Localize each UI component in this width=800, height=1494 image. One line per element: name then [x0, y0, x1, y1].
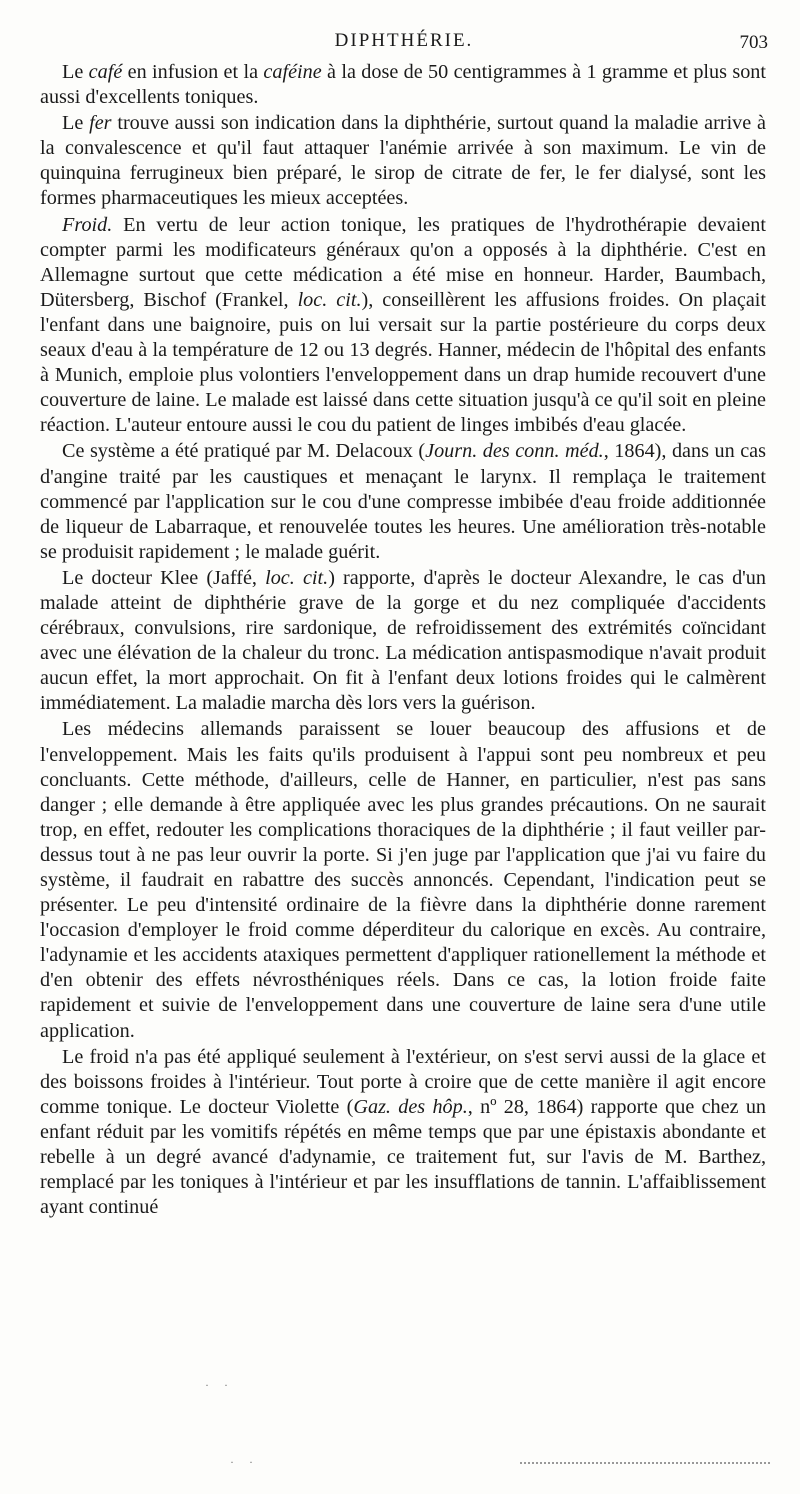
- paragraph: [40, 213, 766, 439]
- paragraph: [40, 439, 766, 564]
- paragraph: [40, 60, 766, 110]
- text-run: à la dose de 50 centigrammes à 1 gramme et plus sont aussi d'excellents toniques.: [40, 61, 766, 109]
- italic-run: café: [88, 61, 123, 83]
- paragraph: [40, 717, 766, 1043]
- text-run: En vertu de leur action tonique, les pratiques de l'hydrothérapie devaient compter parmi les modificateurs généraux qu'on a opposés à la diphthérie. C'est en Allemagne surtout que cette médication a été mise en honneur. Harder, Baumbach, Dütersberg, Bischof (Frankel,: [40, 213, 766, 311]
- text-run: trouve aussi son indication dans la diphthérie, surtout quand la maladie arrive à la convalescence et qu'il faut attaquer l'anémie arrivée à son maximum. Le vin de quinquina ferrugineux bien préparé, le sirop de citrate de fer, le fer dialysé, sont les formes pharmaceutiques les mieux acceptées.: [40, 112, 766, 210]
- text-run: , nº 28, 1864) rapporte que chez un enfant réduit par les vomitifs répétés en même temps que par une épistaxis abondante et rebelle à un degré avancé d'adynamie, ce traitement fut, sur l'avis de M. Barthez, remplacé par les toniques à l'intérieur et par les insufflations de tannin. L'affaiblissement ayant continué: [40, 1095, 767, 1219]
- print-specks: · ·: [205, 1378, 234, 1392]
- paragraph: [40, 111, 766, 211]
- italic-run: Gaz. des hôp.: [353, 1095, 468, 1118]
- text-run: ), conseillèrent les affusions froides. On plaçait l'enfant dans une baignoire, puis on lui versait sur la partie postérieure du corps deux seaux d'eau à la température de 12 ou 13 degrés. Hanner, médecin de l'hôpital des enfants à Munich, emploie plus volontiers l'enveloppement dans un drap humide recouvert d'une couverture de laine. Le malade est laissé dans cette situation jusqu'à ce qu'il soit en pleine réaction. L'auteur entoure aussi le cou du patient de linges imbibés d'eau glacée.: [40, 288, 767, 437]
- running-title: DIPHTHÉRIE.: [334, 30, 474, 51]
- italic-run: Froid.: [62, 213, 113, 236]
- text-run: Le froid n'a pas été appliqué seulement à l'extérieur, on s'est servi aussi de la glace et des boissons froides à l'intérieur. Tout porte à croire que de cette manière il agit encore comme tonique. Le docteur Violette (: [40, 1045, 766, 1118]
- page-number: 703: [739, 32, 768, 53]
- text-run: en infusion et la: [122, 61, 264, 83]
- paragraph: [40, 566, 766, 717]
- text-run: , 1864), dans un cas d'angine traité par les caustiques et menaçant le larynx. Il remplaça le traitement commencé par l'application sur le cou d'une compresse imbibée d'eau froide additionnée de liqueur de Labarraque, et renouvelée toutes les heures. Une amélioration très-notable se produisit rapidement ; le malade guérit.: [40, 440, 766, 563]
- print-specks: · ·: [230, 1455, 259, 1469]
- text-run: ) rapporte, d'après le docteur Alexandre, le cas d'un malade atteint de diphthérie grave de la gorge et du nez compliquée d'accidents cérébraux, convulsions, rire sardonique, de refroidissement des extrémités coïncidant avec une élévation de la chaleur du tronc. La médication antispasmodique n'avait produit aucun effet, la mort approchait. On fit à l'enfant deux lotions froides qui le calmèrent immédiatement. La maladie marcha dès lors vers la guérison.: [40, 566, 766, 715]
- italic-run: fer: [89, 112, 112, 135]
- text-run: Le: [62, 112, 90, 135]
- italic-run: loc. cit.: [297, 288, 362, 311]
- text-run: Ce système a été pratiqué par M. Delacoux (: [62, 440, 426, 463]
- paragraph: [40, 1045, 766, 1221]
- italic-run: loc. cit.: [265, 566, 329, 589]
- text-run: Le: [62, 61, 89, 83]
- text-run: Le docteur Klee (Jaffé,: [62, 566, 266, 589]
- body-text: [40, 60, 766, 1220]
- italic-run: Journ. des conn. méd.: [425, 440, 604, 463]
- running-head: [40, 30, 768, 56]
- italic-run: caféine: [263, 61, 322, 83]
- print-dash-artifact: [520, 1462, 770, 1467]
- text-run: Les médecins allemands paraissent se louer beaucoup des affusions et de l'enveloppement. Mais les faits qu'ils produisent à l'appui sont peu nombreux et peu concluants. Cette méthode, d'ailleurs, celle de Hanner, en particulier, n'est pas sans danger ; elle demande à être appliquée avec les plus grandes précautions. On ne saurait trop, en effet, redouter les complications thoraciques de la diphthérie ; il faut veiller par-dessus tout à ne pas leur ouvrir la porte. Si j'en juge par l'application que j'ai vu faire du système, il faudrait en rabattre des succès annoncés. Cependant, l'indication peut se présenter. Le peu d'intensité ordinaire de la fièvre dans la diphthérie donne rarement l'occasion d'employer le froid comme déperditeur du calorique en excès. Au contraire, l'adynamie et les accidents ataxiques permettent d'appliquer rationellement la méthode et d'en obtenir des effets névrosthéniques réels. Dans ce cas, la lotion froide faite rapidement et suivie de l'enveloppement dans une couverture de laine sera d'une utile application.: [40, 718, 766, 1042]
